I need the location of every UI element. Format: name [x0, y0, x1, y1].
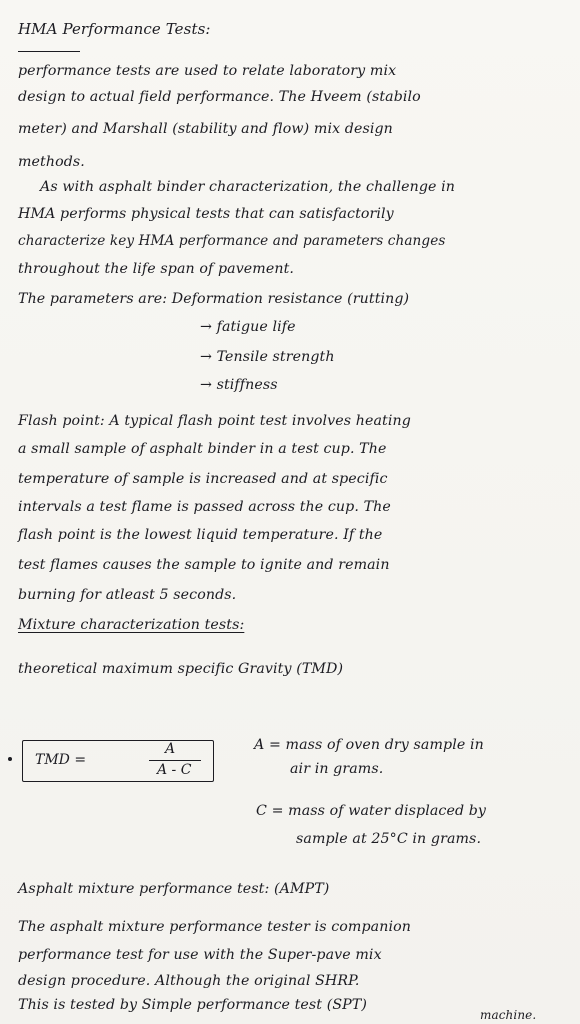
- page-heading: HMA Performance Tests:: [18, 20, 211, 38]
- heading-underline: [18, 51, 80, 52]
- section-heading-ampt: Asphalt mixture performance test: (AMPT): [18, 881, 330, 897]
- formula-lhs: TMD =: [35, 752, 87, 768]
- text-line: machine.: [480, 1008, 537, 1022]
- text-line: characterize key HMA performance and parameters changes: [18, 233, 446, 249]
- text-line: design procedure. Although the original SHRP.: [18, 973, 360, 989]
- text-line-flash-point: Flash point: A typical flash point test involves heating: [18, 413, 411, 429]
- definition-c-cont: sample at 25°C in grams.: [296, 831, 482, 847]
- section-heading-mixture: Mixture characterization tests:: [18, 617, 245, 633]
- text-line: HMA performs physical tests that can satisfactorily: [18, 206, 394, 222]
- list-item-fatigue: → fatigue life: [200, 319, 296, 335]
- text-line: intervals a test flame is passed across the cup. The: [18, 499, 391, 515]
- text-line: methods.: [18, 154, 85, 170]
- text-line: meter) and Marshall (stability and flow) mix design: [18, 121, 393, 137]
- text-line: theoretical maximum specific Gravity (TMD): [18, 661, 344, 677]
- text-line: This is tested by Simple performance test (SPT): [18, 997, 367, 1013]
- text-line: The parameters are: Deformation resistance (rutting): [18, 291, 410, 307]
- bullet-dot: [8, 757, 12, 761]
- formula-box: [22, 740, 214, 782]
- text-line: design to actual field performance. The Hveem (stabilo: [18, 89, 421, 105]
- fraction-bar: [149, 760, 201, 761]
- definition-c: C = mass of water displaced by: [256, 803, 487, 819]
- list-item-stiffness: → stiffness: [200, 377, 278, 393]
- text-line: test flames causes the sample to ignite and remain: [18, 557, 390, 573]
- definition-a-cont: air in grams.: [290, 761, 384, 777]
- list-item-tensile: → Tensile strength: [200, 349, 335, 365]
- text-line: temperature of sample is increased and at specific: [18, 471, 388, 487]
- text-line: As with asphalt binder characterization, the challenge in: [40, 179, 456, 195]
- text-line: The asphalt mixture performance tester is companion: [18, 919, 411, 935]
- formula-denominator: A - C: [157, 762, 192, 778]
- text-line: a small sample of asphalt binder in a test cup. The: [18, 441, 387, 457]
- text-line: throughout the life span of pavement.: [18, 261, 295, 277]
- text-line: performance test for use with the Super-pave mix: [18, 947, 382, 963]
- definition-a: A = mass of oven dry sample in: [254, 737, 484, 753]
- text-line: burning for atleast 5 seconds.: [18, 587, 237, 603]
- formula-numerator: A: [165, 741, 176, 757]
- text-line: performance tests are used to relate laboratory mix: [18, 63, 397, 79]
- text-line: flash point is the lowest liquid temperature. If the: [18, 527, 383, 543]
